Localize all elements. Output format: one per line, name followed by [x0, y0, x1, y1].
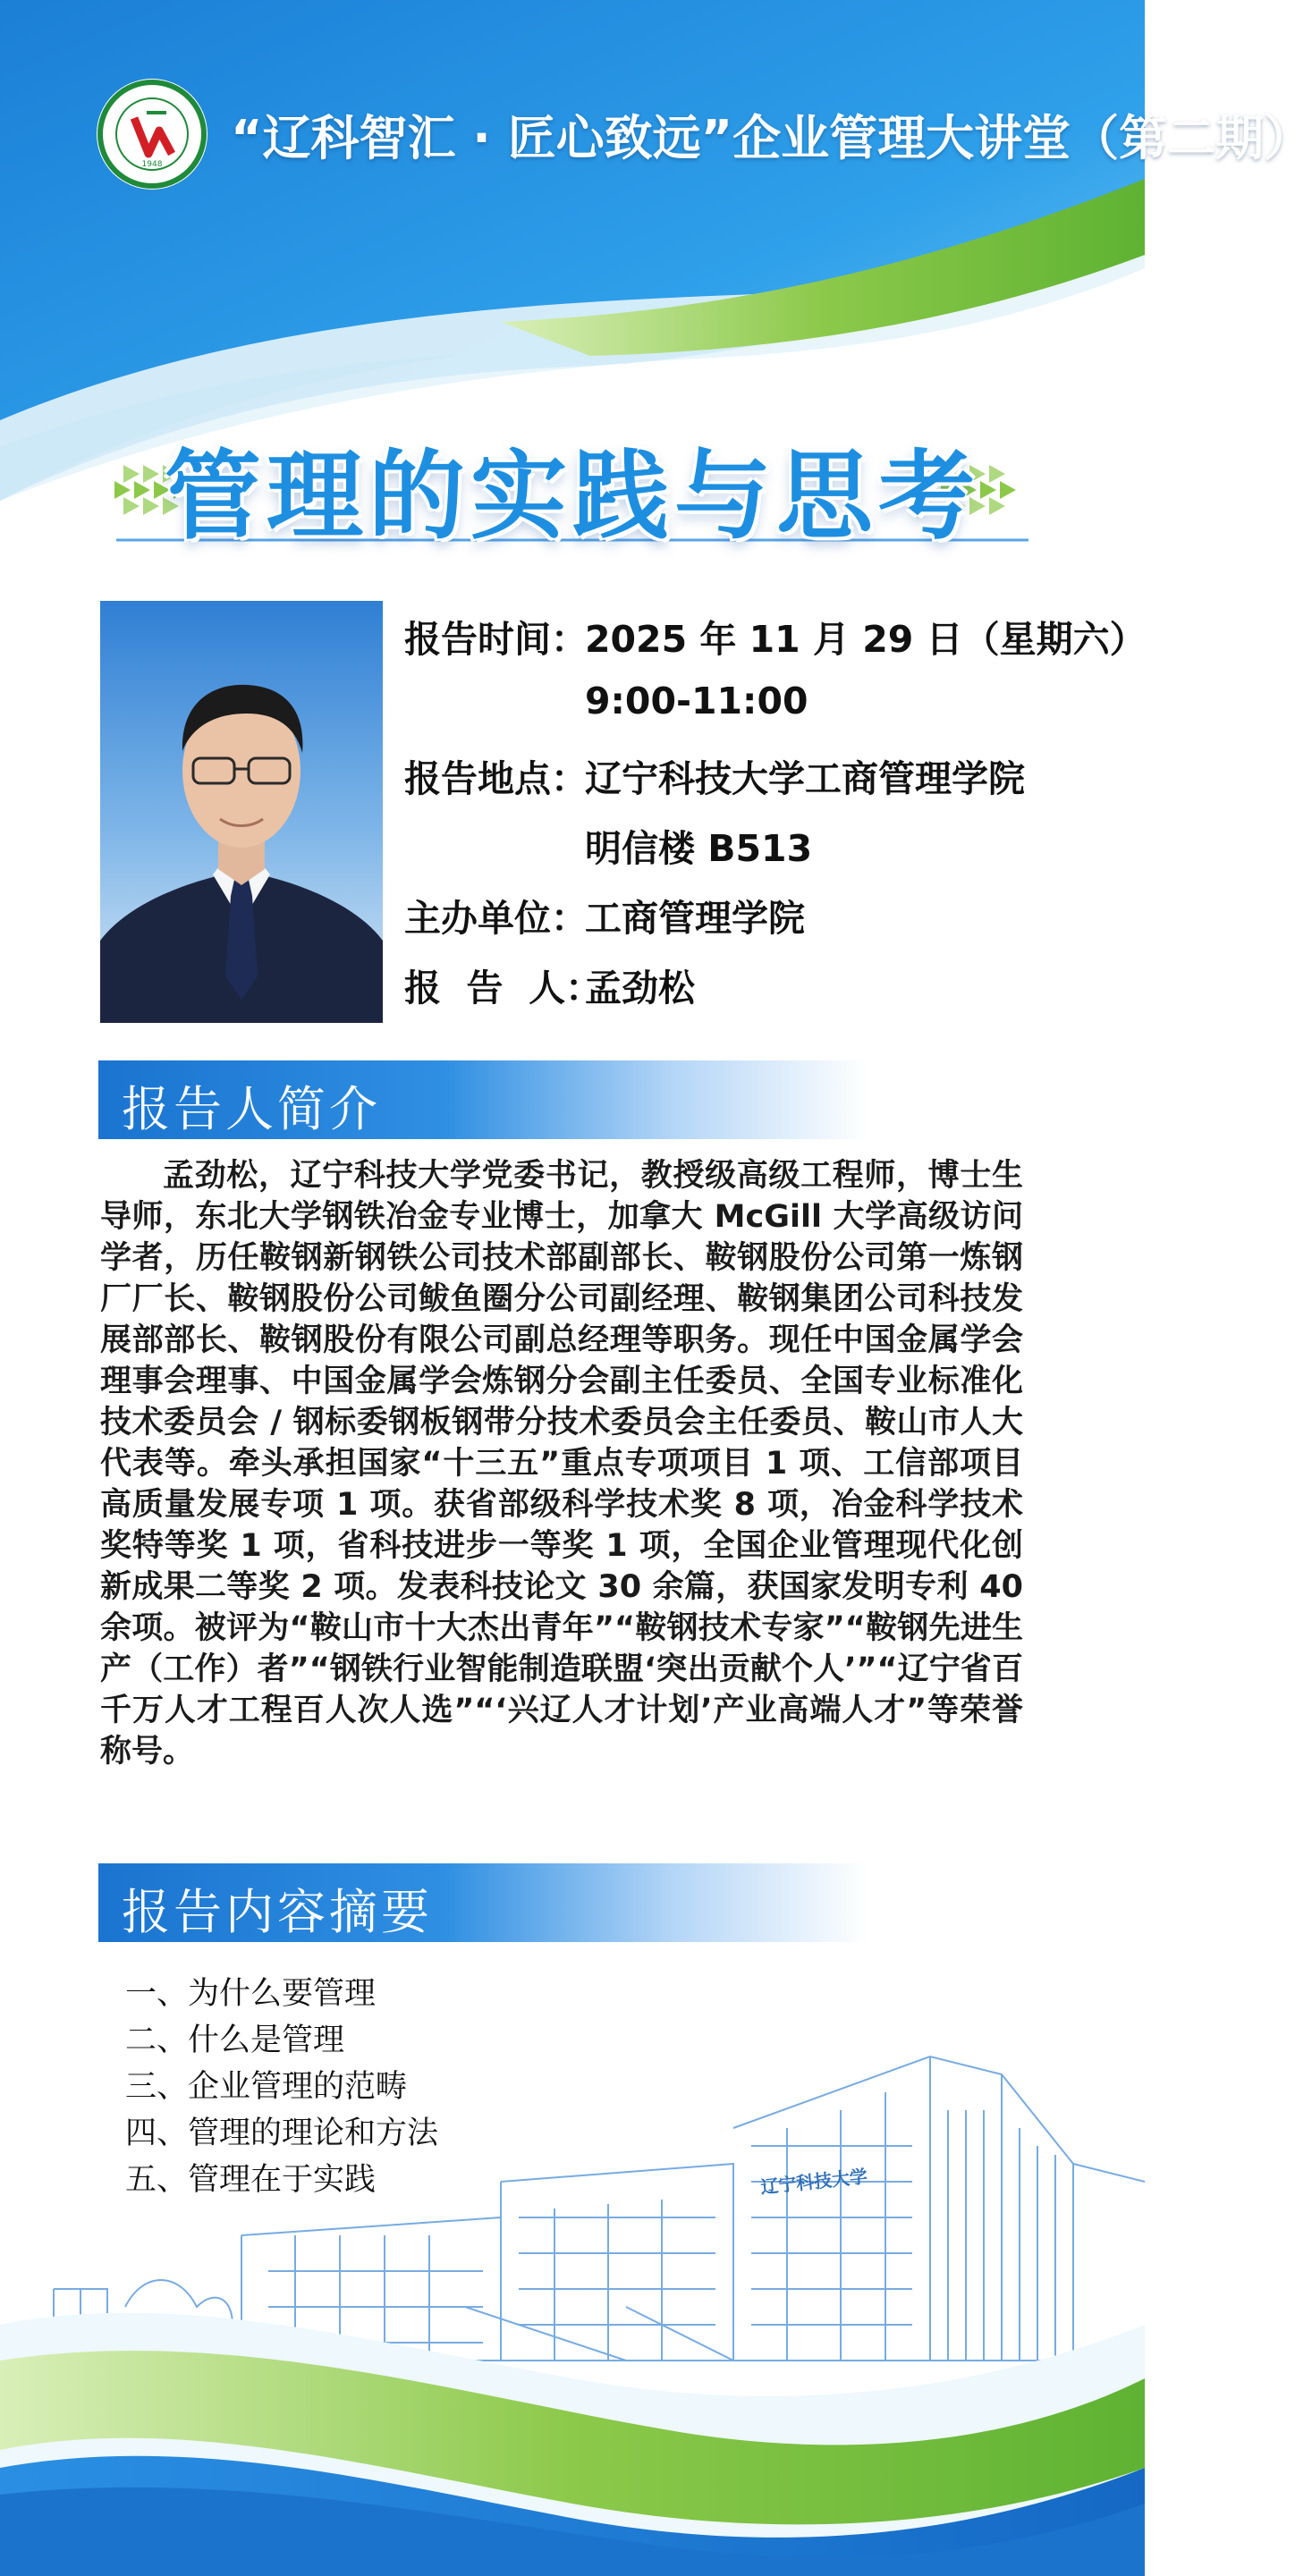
building-sign: 辽宁科技大学: [759, 2165, 869, 2199]
speaker-bio: [100, 1155, 1023, 1772]
place-label: 报告地点：: [404, 757, 588, 800]
outline-item: 三、企业管理的范畴: [125, 2069, 408, 2105]
lecture-title: 管理的实践与思考: [164, 441, 980, 553]
outline-item: 一、为什么要管理: [125, 1976, 377, 2012]
outline-item: 五、管理在于实践: [125, 2162, 377, 2198]
bio-section-title: 报告人简介: [122, 1081, 381, 1137]
time-value-2: 9:00-11:00: [585, 680, 808, 722]
host-label: 主办单位：: [404, 897, 588, 940]
info-time: [404, 610, 1147, 663]
outline-item: 二、什么是管理: [125, 2023, 345, 2058]
outline-section-header: [98, 1863, 868, 1942]
svg-text:1948: 1948: [141, 160, 163, 169]
speaker-label: 报 告 人：: [404, 967, 603, 1009]
place-value-2: 明信楼 B513: [585, 827, 813, 870]
info-host: [404, 889, 805, 942]
event-series-title: “辽科智汇 · 匠心致远”企业管理大讲堂（第二期）: [231, 110, 1312, 166]
time-label: 报告时间：: [404, 618, 588, 661]
info-speaker: [404, 959, 695, 1011]
time-value: 2025 年 11 月 29 日（星期六）: [585, 618, 1147, 661]
place-value: 辽宁科技大学工商管理学院: [585, 757, 1025, 800]
outline-section-title: 报告内容摘要: [122, 1884, 433, 1940]
outline-item: 四、管理的理论和方法: [125, 2116, 439, 2151]
outline-list: [125, 1971, 438, 2203]
speaker-photo: [100, 601, 383, 1023]
speaker-value: 孟劲松: [585, 967, 695, 1009]
host-value: 工商管理学院: [585, 897, 805, 940]
bio-section-header: [98, 1060, 868, 1139]
info-place: [404, 749, 1025, 802]
bio-text: 孟劲松，辽宁科技大学党委书记，教授级高级工程师，博士生导师，东北大学钢铁冶金专业博士，加拿大 McGill 大学高级访问学者，历任鞍钢新钢铁公司技术部副部长、鞍钢股份公司第一炼钢厂厂长、鞍钢股份公司鲅鱼圈分公司副经理、鞍钢集团公司科技发展部部长、鞍钢股份有限公司副总经理等职务。现任中国金属学会理事会理事、中国金属学会炼钢分会副主任委员、全国专业标准化技术委员会 / 钢标委钢板钢带分技术委员会主任委员、鞍山市人大代表等。牵头承担国家“十三五”重点专项项目 1 项、工信部项目高质量发展专项 1 项。获省部级科学技术奖 8 项，冶金科学技术奖特等奖 1 项，省科技进步一等奖 1 项，全国企业管理现代化创新成果二等奖 2 项。发表科技论文 30 余篇，获国家发明专利 40 余项。被评为“鞍山市十大杰出青年”“鞍钢技术专家”“鞍钢先进生产（工作）者”“钢铁行业智能制造联盟‘突出贡献个人’”“辽宁省百千万人才工程百人次人选”“‘兴辽人才计划’产业高端人才”等荣誉称号。: [100, 1158, 1023, 1769]
